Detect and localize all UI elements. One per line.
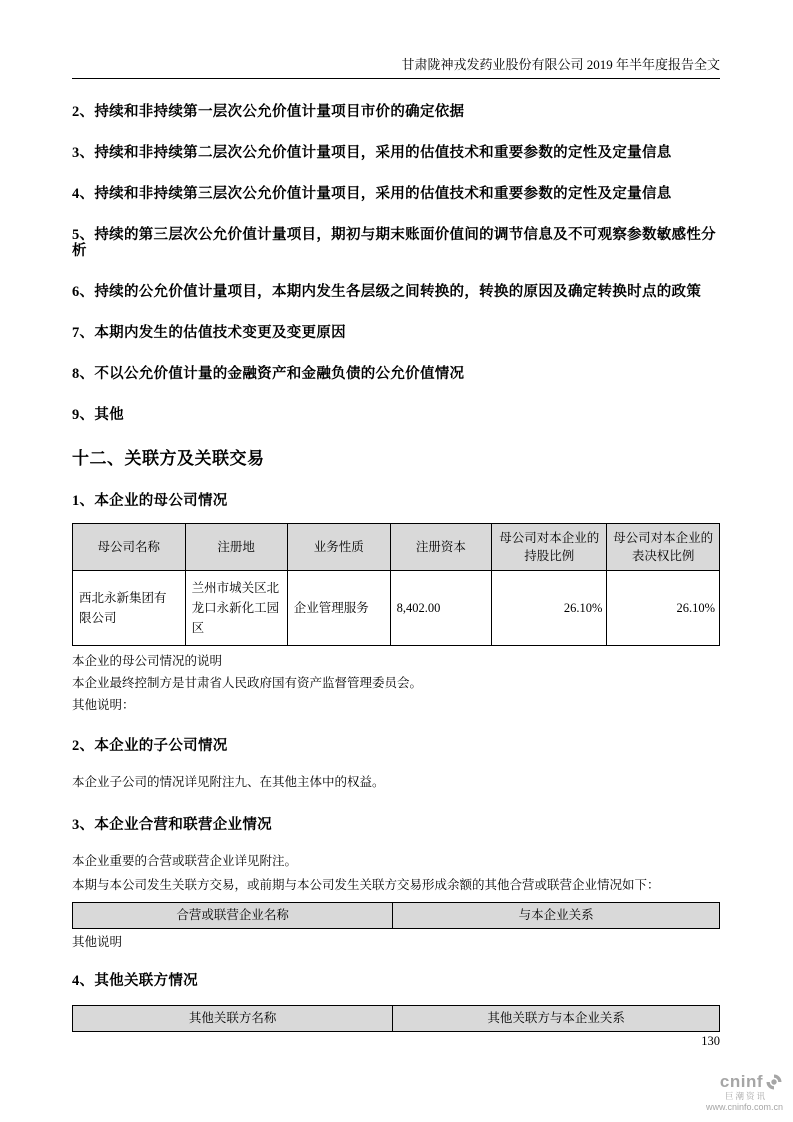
col-header-shareholding-ratio: 母公司对本企业的持股比例 [492,524,607,571]
parent-company-notes [72,650,720,716]
section-title-related-parties: 十二、关联方及关联交易 [72,449,265,468]
cninfo-name: 巨潮资讯 [724,1090,767,1101]
heading-fair-value-item-6: 6、持续的公允价值计量项目，本期内发生各层级之间转换的，转换的原因及确定转换时点的政策 [72,284,702,300]
cninfo-wordmark: cninf [719,1072,763,1091]
cell-registered-place: 兰州市城关区北龙口永新化工园区 [185,571,287,646]
heading-fair-value-item-3: 3、持续和非持续第二层次公允价值计量项目，采用的估值技术和重要参数的定性及定量信息 [72,145,672,161]
col-header-parent-name: 母公司名称 [73,524,186,571]
col-header-related-relation: 其他关联方与本企业关系 [393,1006,720,1032]
heading-fair-value-item-4: 4、持续和非持续第三层次公允价值计量项目，采用的估值技术和重要参数的定性及定量信息 [72,186,672,202]
note-body: 本企业最终控制方是甘肃省人民政府国有资产监督管理委员会。 [72,676,423,690]
parent-company-table [72,523,720,646]
col-header-registered-capital: 注册资本 [390,524,492,571]
page-header-title: 甘肃陇神戎发药业股份有限公司 2019 年半年度报告全文 [72,57,720,79]
col-header-registered-place: 注册地 [185,524,287,571]
subsidiaries-body: 本企业子公司的情况详见附注九、在其他主体中的权益。 [72,775,385,789]
cell-parent-name: 西北永新集团有限公司 [73,571,186,646]
joint-ventures-body-2: 本期与本公司发生关联方交易，或前期与本公司发生关联方交易形成余额的其他合营或联营企业情况如下： [72,878,660,892]
heading-fair-value-item-7: 7、本期内发生的估值技术变更及变更原因 [72,325,346,341]
heading-joint-ventures: 3、本企业合营和联营企业情况 [72,817,272,833]
page-number: 130 [701,1034,720,1048]
col-header-business-nature: 业务性质 [287,524,390,571]
cninfo-swirl-icon [765,1073,783,1091]
cell-registered-capital: 8,402.00 [390,571,492,646]
heading-other-related-parties: 4、其他关联方情况 [72,973,198,989]
col-header-voting-ratio: 母公司对本企业的表决权比例 [607,524,720,571]
col-header-jv-relation: 与本企业关系 [393,903,720,929]
heading-fair-value-item-9: 9、其他 [72,407,124,423]
other-note-label: 其他说明： [72,698,135,712]
other-related-parties-table [72,1005,720,1032]
joint-ventures-table [72,902,720,929]
heading-fair-value-item-8: 8、不以公允价值计量的金融资产和金融负债的公允价值情况 [72,366,465,382]
note-label: 本企业的母公司情况的说明 [72,654,223,668]
heading-fair-value-item-2: 2、持续和非持续第一层次公允价值计量项目市价的确定依据 [72,104,465,120]
heading-subsidiaries: 2、本企业的子公司情况 [72,738,228,754]
heading-fair-value-item-5: 5、持续的第三层次公允价值计量项目，期初与期末账面价值间的调节信息及不可观察参数敏感性分析 [72,227,716,259]
table-row [73,571,720,646]
cninfo-url: www.cninfo.com.cn [705,1102,783,1112]
cninfo-logo-top [673,1073,783,1091]
cell-shareholding-ratio: 26.10% [492,571,607,646]
table-header-row [73,524,720,571]
col-header-related-name: 其他关联方名称 [73,1006,393,1032]
joint-ventures-body-1: 本企业重要的合营或联营企业详见附注。 [72,854,298,868]
heading-parent-company: 1、本企业的母公司情况 [72,493,228,509]
cninfo-logo [673,1073,783,1113]
col-header-jv-name: 合营或联营企业名称 [73,903,393,929]
joint-ventures-other-note: 其他说明 [72,935,123,949]
page-content [72,57,720,1032]
cell-voting-ratio: 26.10% [607,571,720,646]
cell-business-nature: 企业管理服务 [287,571,390,646]
table-header-row [73,1006,720,1032]
table-header-row [73,903,720,929]
